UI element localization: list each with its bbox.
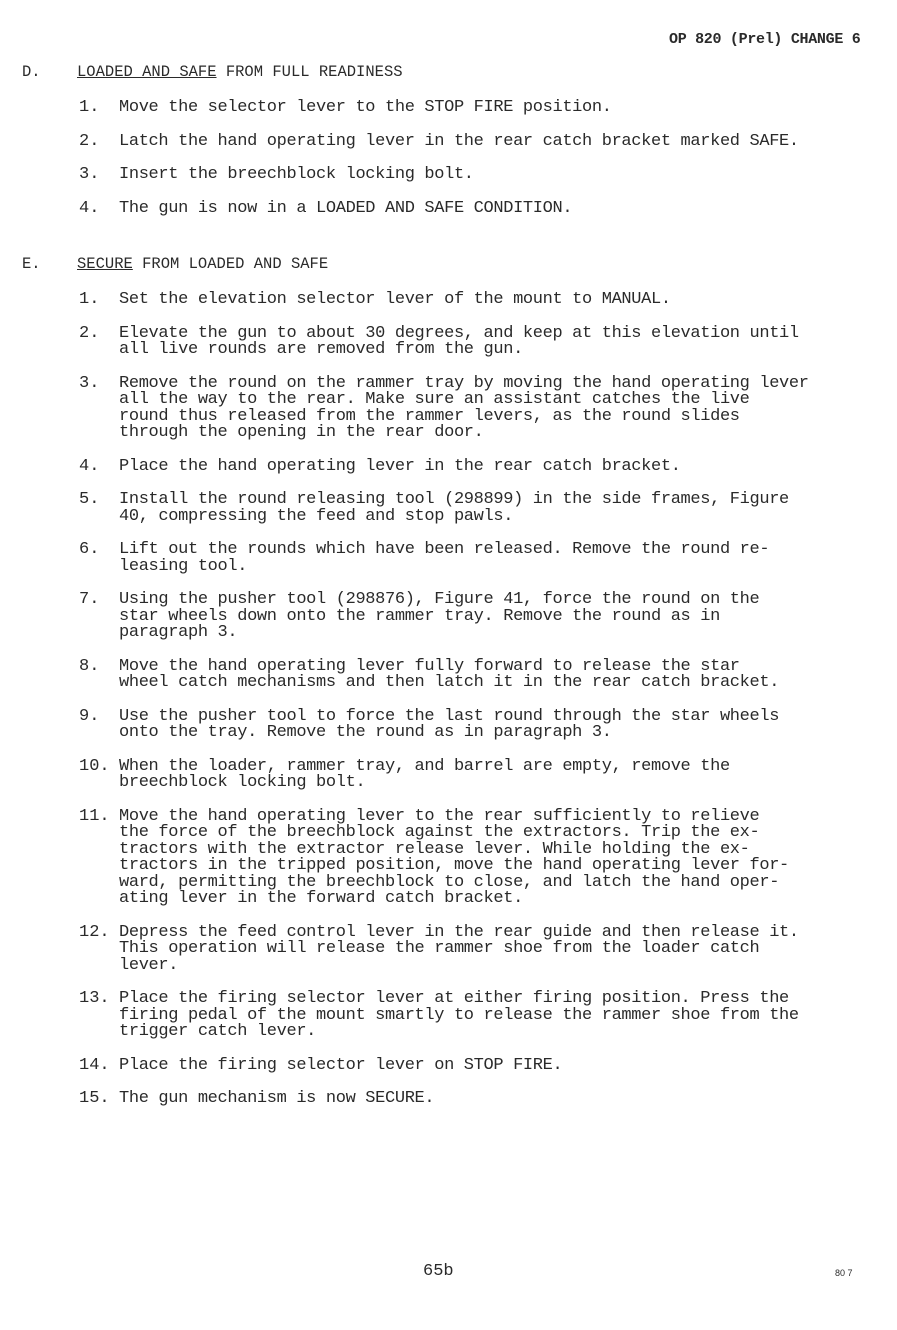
item-number: 10. xyxy=(79,756,110,776)
item-number: 7. xyxy=(79,590,100,609)
page-number: 65b xyxy=(423,1262,454,1281)
item-text-line: Place the firing selector lever on STOP FIRE. xyxy=(119,1055,563,1075)
list-item xyxy=(22,131,882,151)
item-number: 3. xyxy=(79,373,100,393)
section-title-underlined: SECURE xyxy=(77,255,133,273)
item-text-line: Install the round releasing tool (298899) in the side frames, Figure xyxy=(119,490,789,509)
item-text xyxy=(119,131,799,151)
item-number-cell xyxy=(22,592,119,642)
item-text-line: firing pedal of the mount smartly to release the rammer shoe from the xyxy=(119,1005,799,1025)
item-text-line: star wheels down onto the rammer tray. Remove the round as in xyxy=(119,606,720,626)
item-number-cell xyxy=(22,806,119,908)
list-item xyxy=(22,323,882,359)
item-text-line: onto the tray. Remove the round as in paragraph 3. xyxy=(119,723,612,742)
item-number: 15. xyxy=(79,1089,110,1108)
item-text-line: When the loader, rammer tray, and barrel are empty, remove the xyxy=(119,756,730,776)
list-item xyxy=(22,656,882,692)
item-text xyxy=(119,592,759,642)
item-text-line: all live rounds are removed from the gun. xyxy=(119,340,523,359)
item-number: 12. xyxy=(79,922,110,942)
item-text xyxy=(119,806,789,908)
item-text xyxy=(119,492,789,525)
item-text-line: tractors with the extractor release lever. While holding the ex- xyxy=(119,839,750,859)
list-item xyxy=(22,706,882,742)
section-title xyxy=(22,63,882,83)
section-d xyxy=(22,63,882,217)
section-title xyxy=(22,255,882,275)
list-item xyxy=(22,922,882,975)
list-item xyxy=(22,1091,882,1108)
item-text xyxy=(119,656,780,692)
item-number: 9. xyxy=(79,706,100,726)
item-text xyxy=(119,100,612,117)
item-text-line: Depress the feed control lever in the rear guide and then release it. xyxy=(119,922,799,942)
item-number-cell xyxy=(22,756,119,792)
item-text xyxy=(119,456,681,476)
item-number-cell xyxy=(22,922,119,975)
item-text xyxy=(119,1055,563,1075)
item-text-line: the force of the breechblock against the extractors. Trip the ex- xyxy=(119,823,760,842)
item-number: 4. xyxy=(79,198,100,218)
item-number-cell xyxy=(22,1055,119,1075)
item-number: 1. xyxy=(79,98,100,117)
item-text xyxy=(119,323,799,359)
item-text-line: tractors in the tripped position, move the hand operating lever for- xyxy=(119,856,789,875)
list-item xyxy=(22,756,882,792)
item-text-line: Using the pusher tool (298876), Figure 41, force the round on the xyxy=(119,590,760,609)
item-text-line: Move the selector lever to the STOP FIRE position. xyxy=(119,98,612,117)
item-text-line: This operation will release the rammer shoe from the loader catch xyxy=(119,939,760,958)
item-text xyxy=(119,706,780,742)
item-text-line: paragraph 3. xyxy=(119,623,238,642)
item-text-line: Latch the hand operating lever in the rear catch bracket marked SAFE. xyxy=(119,131,799,151)
list-item xyxy=(22,542,882,575)
item-number-cell xyxy=(22,542,119,575)
section-title-underlined: LOADED AND SAFE xyxy=(77,63,217,81)
list-item xyxy=(22,592,882,642)
item-text-line: round thus released from the rammer levers, as the round slides xyxy=(119,406,740,426)
list-item xyxy=(22,167,882,184)
item-text-line: Move the hand operating lever fully forward to release the star xyxy=(119,656,740,676)
item-text-line: Elevate the gun to about 30 degrees, and keep at this elevation until xyxy=(119,323,799,343)
item-text-line: through the opening in the rear door. xyxy=(119,423,484,442)
list-item xyxy=(22,1055,882,1075)
item-text-line: Insert the breechblock locking bolt. xyxy=(119,165,474,184)
item-text-line: Lift out the rounds which have been released. Remove the round re- xyxy=(119,540,770,559)
item-number-cell xyxy=(22,373,119,442)
item-text xyxy=(119,1091,434,1108)
list-item xyxy=(22,292,882,309)
item-text-line: Place the hand operating lever in the rear catch bracket. xyxy=(119,456,681,476)
list-item xyxy=(22,806,882,908)
item-number: 6. xyxy=(79,540,100,559)
section-letter: E. xyxy=(22,255,41,273)
item-number: 2. xyxy=(79,323,100,343)
item-number: 13. xyxy=(79,989,110,1008)
item-number-cell xyxy=(22,292,119,309)
item-number-cell xyxy=(22,167,119,184)
item-number: 3. xyxy=(79,165,100,184)
item-number-cell xyxy=(22,456,119,476)
list-item xyxy=(22,198,882,218)
item-text-line: trigger catch lever. xyxy=(119,1022,317,1041)
item-text xyxy=(119,756,730,792)
item-number: 4. xyxy=(79,456,100,476)
item-text-line: Set the elevation selector lever of the mount to MANUAL. xyxy=(119,290,671,309)
item-number-cell xyxy=(22,1091,119,1108)
item-text-line: Remove the round on the rammer tray by moving the hand operating lever xyxy=(119,373,809,393)
list-item xyxy=(22,456,882,476)
item-text-line: lever. xyxy=(119,955,179,975)
item-text-line: leasing tool. xyxy=(119,556,248,576)
item-number: 11. xyxy=(79,806,110,826)
item-text-line: 40, compressing the feed and stop pawls. xyxy=(119,506,514,526)
item-text xyxy=(119,167,474,184)
item-number: 5. xyxy=(79,490,100,509)
item-number-cell xyxy=(22,100,119,117)
item-text xyxy=(119,542,769,575)
item-text-line: The gun is now in a LOADED AND SAFE CONDITION. xyxy=(119,198,573,218)
list-item xyxy=(22,373,882,442)
item-text-line: Use the pusher tool to force the last round through the star wheels xyxy=(119,706,780,726)
item-text-line: wheel catch mechanisms and then latch it in the rear catch bracket. xyxy=(119,673,780,692)
section-letter: D. xyxy=(22,63,41,81)
list-item xyxy=(22,100,882,117)
list-item xyxy=(22,991,882,1041)
document-header: OP 820 (Prel) CHANGE 6 xyxy=(669,31,861,48)
item-number: 2. xyxy=(79,131,100,151)
item-number-cell xyxy=(22,323,119,359)
section-title-rest: FROM FULL READINESS xyxy=(216,63,403,81)
item-text-line: Place the firing selector lever at either firing position. Press the xyxy=(119,989,789,1008)
item-number-cell xyxy=(22,198,119,218)
item-text xyxy=(119,373,809,442)
item-text xyxy=(119,292,671,309)
item-text-line: breechblock locking bolt. xyxy=(119,773,366,792)
item-text xyxy=(119,922,799,975)
item-number-cell xyxy=(22,991,119,1041)
item-text-line: ating lever in the forward catch bracket. xyxy=(119,889,523,908)
item-text-line: The gun mechanism is now SECURE. xyxy=(119,1089,435,1108)
item-text xyxy=(119,198,573,218)
item-text-line: all the way to the rear. Make sure an assistant catches the live xyxy=(119,390,750,409)
item-number-cell xyxy=(22,656,119,692)
item-text-line: ward, permitting the breechblock to close, and latch the hand oper- xyxy=(119,872,780,892)
list-item xyxy=(22,492,882,525)
item-number: 14. xyxy=(79,1055,110,1075)
item-number-cell xyxy=(22,706,119,742)
item-number-cell xyxy=(22,131,119,151)
item-number-cell xyxy=(22,492,119,525)
item-text xyxy=(119,991,799,1041)
item-number: 8. xyxy=(79,656,100,676)
section-e xyxy=(22,255,882,1108)
section-title-rest: FROM LOADED AND SAFE xyxy=(132,255,329,273)
item-text-line: Move the hand operating lever to the rear sufficiently to relieve xyxy=(119,806,760,826)
item-number: 1. xyxy=(79,290,100,309)
print-code: 80 7 xyxy=(835,1268,853,1278)
